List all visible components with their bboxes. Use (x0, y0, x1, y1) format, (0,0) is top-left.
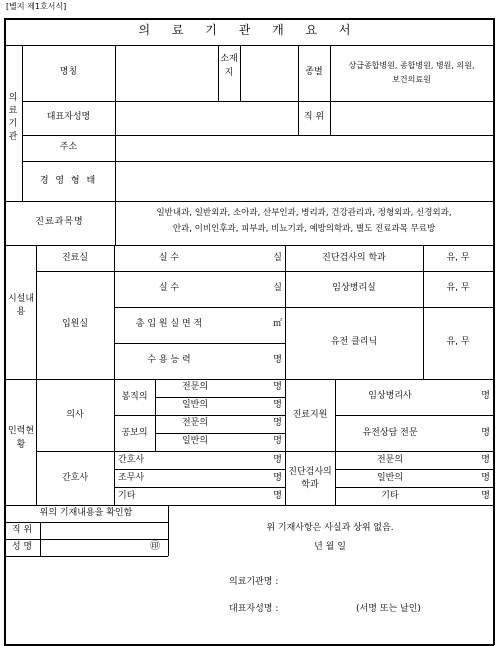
assistant-nurse-label: 조무사 (118, 473, 145, 483)
confirm-position-label: 직 위 (11, 525, 33, 535)
pathology-yes-no: 유, 무 (446, 283, 470, 293)
institution-section-label: 의료기관 (8, 93, 18, 142)
page-title: 의 료 기 관 개 요 서 (138, 23, 360, 37)
statement: 위 기재사항은 사실과 상위 없음. (266, 523, 394, 533)
lab-etc-label: 기타 (381, 491, 399, 501)
fulltime-specialist-label: 전문의 (181, 382, 209, 392)
clinical-pathology-room-label: 임상병리실 (332, 283, 376, 293)
nurse-unit: 명 (273, 455, 282, 465)
date-line: 년 월 일 (314, 542, 346, 552)
staff-section-label: 인력현황 (7, 426, 35, 450)
lab-specialist-label: 전문의 (376, 455, 404, 465)
lab-general-label: 일반의 (376, 473, 404, 483)
fulltime-label: 봉직의 (121, 392, 148, 402)
departments-label: 진료과목명 (35, 217, 84, 227)
parttime-general-label: 일반의 (181, 436, 209, 446)
genetic-counsel-unit: 명 (481, 428, 490, 438)
departments-line1: 일반내과, 일반외과, 소아과, 산부인과, 병리과, 건강관리과, 정형외과, 신경외과, (156, 208, 452, 218)
parttime-specialist-label: 전문의 (181, 418, 209, 428)
clinic-room-unit: 실 (273, 253, 282, 263)
lab-general-unit: 명 (481, 473, 490, 483)
facilities-section-label: 시설내용 (7, 294, 35, 317)
lab-etc-unit: 명 (481, 491, 490, 501)
clinical-pathologist-unit: 명 (481, 391, 490, 401)
form-tag: [별지 제1호서식] (6, 2, 67, 11)
diag-lab-yes-no: 유, 무 (446, 253, 470, 263)
genetic-counsel-label: 유전상담 전문 (362, 428, 418, 438)
etc-staff-label: 기타 (118, 491, 136, 501)
confirm-header: 위의 기재내용을 확인함 (39, 508, 133, 518)
parttime-specialist-unit: 명 (273, 418, 282, 428)
rep-name-label: 대표자성명 : (229, 604, 279, 614)
nurse-section-label: 간호사 (61, 473, 89, 483)
type-options-line1: 상급종합병원, 종합병원, 병원, 의원, (348, 61, 475, 70)
ward-label: 입원실 (61, 319, 89, 329)
fulltime-specialist-unit: 명 (273, 382, 282, 392)
clinic-label: 진료실 (61, 253, 89, 263)
nurse-label: 간호사 (118, 455, 145, 465)
ward-area-unit: ㎡ (272, 319, 282, 329)
rep-label: 대표자성명 (46, 112, 91, 122)
name-label: 명칭 (59, 67, 78, 77)
diag-lab-label: 진단검사의 학과 (322, 253, 386, 263)
confirm-name-label: 성 명 (11, 542, 33, 552)
parttime-general-unit: 명 (273, 436, 282, 446)
capacity-label: 수 용 능 력 (147, 355, 191, 365)
sign-note: (서명 또는 날인) (356, 604, 421, 614)
lab-dept-label: 진단검사의 학과 (288, 467, 332, 490)
ward-room-unit: 실 (273, 283, 282, 293)
clinical-pathologist-label: 임상병리사 (368, 391, 412, 401)
doctor-label: 의사 (66, 410, 84, 420)
genetic-clinic-yes-no: 유, 무 (446, 337, 470, 347)
departments-line2: 안과, 이비인후과, 피부과, 비뇨기과, 예방의학과, 별도 진료과목 무료방 (172, 224, 436, 234)
clinic-room-count-label: 실 수 (158, 253, 180, 263)
location-label: 소재지 (220, 54, 238, 78)
fulltime-general-unit: 명 (273, 400, 282, 410)
mgmt-label: 경 영 형 태 (39, 176, 98, 186)
fulltime-general-label: 일반의 (181, 400, 209, 410)
address-label: 주소 (59, 142, 78, 152)
genetic-clinic-label: 유전 클리닉 (330, 337, 378, 347)
lab-specialist-unit: 명 (481, 455, 490, 465)
ward-area-label: 총 입 원 실 면 적 (135, 319, 203, 329)
institution-name-label: 의료기관명 : (229, 577, 279, 587)
type-label: 종별 (305, 67, 323, 77)
type-options-line2: 보건의료원 (392, 75, 431, 84)
support-label: 진료지원 (292, 410, 328, 420)
etc-staff-unit: 명 (273, 491, 282, 501)
position-label: 직 위 (303, 112, 325, 122)
capacity-unit: 명 (273, 355, 282, 365)
assistant-nurse-unit: 명 (273, 473, 282, 483)
ward-room-count-label: 실 수 (158, 283, 180, 293)
seal-mark: ㊞ (150, 541, 160, 552)
parttime-label: 공보의 (121, 428, 148, 438)
